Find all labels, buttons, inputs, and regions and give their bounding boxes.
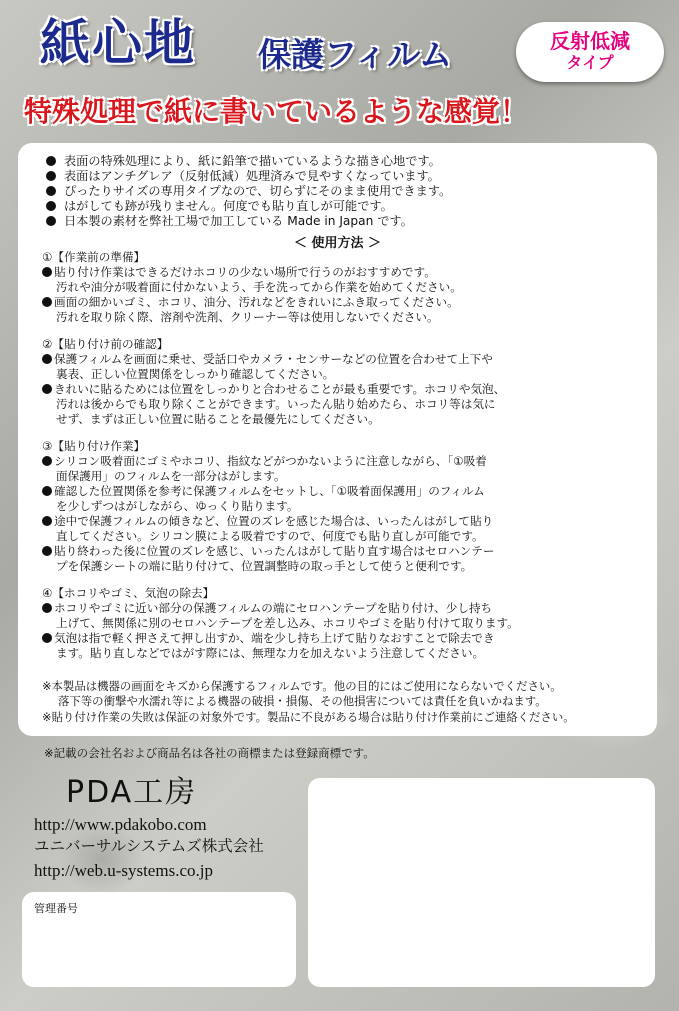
bullet-icon <box>46 186 56 196</box>
instruction-line: せず、まずは正しい位置に貼ることを最優先にしてください。 <box>56 412 380 426</box>
note-line: ※貼り付け作業の失敗は保証の対象外です。製品に不良がある場合は貼り付け作業前にご連絡ください。 <box>42 710 575 724</box>
section-title: ②【貼り付け前の確認】 <box>42 337 169 351</box>
bullet-icon <box>46 216 56 226</box>
product-title: 紙心地 <box>40 13 196 72</box>
instruction-line: 途中で保護フィルムの傾きなど、位置のズレを感じた場合は、いったんはがして貼り <box>42 516 493 528</box>
section-title: ①【作業前の準備】 <box>42 250 146 264</box>
feature-item: 表面はアンチグレア（反射低減）処理済みで見やすくなっています。 <box>46 170 440 182</box>
blank-label-area <box>308 778 655 987</box>
bullet-icon <box>42 297 52 307</box>
instruction-line: 汚れや油分が吸着面に付かないよう、手を洗ってから作業を始めてください。 <box>56 280 462 294</box>
bullet-icon <box>42 354 52 364</box>
company-name: ユニバーサルシステムズ株式会社 <box>34 838 264 855</box>
management-number-box <box>22 892 296 987</box>
instruction-line: 画面の細かいゴミ、ホコリ、油分、汚れなどをきれいにふき取ってください。 <box>42 297 459 309</box>
feature-item: 日本製の素材を弊社工場で加工している Made in Japan です。 <box>46 215 413 227</box>
bullet-icon <box>42 633 52 643</box>
section-title: ③【貼り付け作業】 <box>42 439 146 453</box>
instruction-line: シリコン吸着面にゴミやホコリ、指紋などがつかないように注意しながら、「①吸着 <box>42 456 487 468</box>
instruction-line: 汚れを取り除く際、溶剤や洗剤、クリーナー等は使用しないでください。 <box>56 310 439 324</box>
bullet-icon <box>42 603 52 613</box>
feature-item: 表面の特殊処理により、紙に鉛筆で描いているような描き心地です。 <box>46 155 441 167</box>
product-subtitle: 保護フィルム <box>258 35 453 74</box>
feature-item: はがしても跡が残りません。何度でも貼り直しが可能です。 <box>46 200 393 212</box>
instruction-line: 直してください。シリコン膜による吸着ですので、何度でも貼り直しが可能です。 <box>56 529 484 543</box>
instruction-line: ます。貼り直しなどではがす際には、無理な力を加えないよう注意してください。 <box>56 646 485 660</box>
instruction-line: ホコリやゴミに近い部分の保護フィルムの端にセロハンテープを貼り付け、少し持ち <box>42 603 492 615</box>
badge-line1: 反射低減 <box>550 29 630 53</box>
management-number-label: 管理番号 <box>34 902 78 915</box>
usage-heading: ＜ 使用方法 ＞ <box>293 236 382 251</box>
instruction-line: 裏表、正しい位置関係をしっかり確認してください。 <box>56 367 335 381</box>
headline: 特殊処理で紙に書いているような感覚！ <box>24 95 529 128</box>
bullet-icon <box>46 201 56 211</box>
instruction-line: 汚れは後からでも取り除くことができます。いったん貼り始めたら、ホコリ等は気に <box>56 397 496 411</box>
badge-line2: タイプ <box>566 53 614 72</box>
instruction-line: 気泡は指で軽く押さえて押し出すか、端を少し持ち上げて貼りなおすことで除去でき <box>42 633 495 645</box>
feature-item: ぴったりサイズの専用タイプなので、切らずにそのまま使用できます。 <box>46 185 451 197</box>
bullet-icon <box>42 267 52 277</box>
company-url-link[interactable]: http://www.pdakobo.com <box>34 815 207 834</box>
instruction-line: 上げて、無関係に別のセロハンテープを差し込み、ホコリやゴミを貼り付けて取ります。 <box>56 616 519 630</box>
bullet-icon <box>42 456 52 466</box>
instruction-line: 貼り終わった後に位置のズレを感じ、いったんはがして貼り直す場合はセロハンテー <box>42 546 494 558</box>
bullet-icon <box>46 171 56 181</box>
bullet-icon <box>42 486 52 496</box>
section-title: ④【ホコリやゴミ、気泡の除去】 <box>42 586 215 600</box>
instructions-panel <box>18 143 657 736</box>
instruction-line: を少しずつはがしながら、ゆっくり貼ります。 <box>56 499 299 513</box>
note-line: 落下等の衝撃や水濡れ等による機器の破損・損傷、その他損害については責任を負いかねます。 <box>58 694 547 708</box>
anti-glare-badge <box>516 22 664 82</box>
note-line: ※本製品は機器の画面をキズから保護するフィルムです。他の目的にはご使用にならないでください。 <box>42 679 562 693</box>
bullet-icon <box>42 516 52 526</box>
instruction-line: 保護フィルムを画面に乗せ、受話口やカメラ・センサーなどの位置を合わせて上下や <box>42 354 493 366</box>
pda-kobo-logo: PDA工房 <box>66 775 198 810</box>
instruction-line: 確認した位置関係を参考に保護フィルムをセットし、「①吸着面保護用」のフィルム <box>42 486 485 498</box>
trademark-notice: ※記載の会社名および商品名は各社の商標または登録商標です。 <box>44 746 375 760</box>
instruction-line: 面保護用」のフィルムを一部分はがします。 <box>56 469 286 483</box>
instruction-line: プを保護シートの端に貼り付けて、位置調整時の取っ手として使うと便利です。 <box>56 559 473 573</box>
instruction-line: 貼り付け作業はできるだけホコリの少ない場所で行うのがおすすめです。 <box>42 267 436 279</box>
bullet-icon <box>42 384 52 394</box>
bullet-icon <box>42 546 52 556</box>
company-url-link-2[interactable]: http://web.u-systems.co.jp <box>34 861 213 880</box>
instruction-line: きれいに貼るためには位置をしっかりと合わせることが最も重要です。ホコリや気泡、 <box>42 384 505 396</box>
bullet-icon <box>46 156 56 166</box>
